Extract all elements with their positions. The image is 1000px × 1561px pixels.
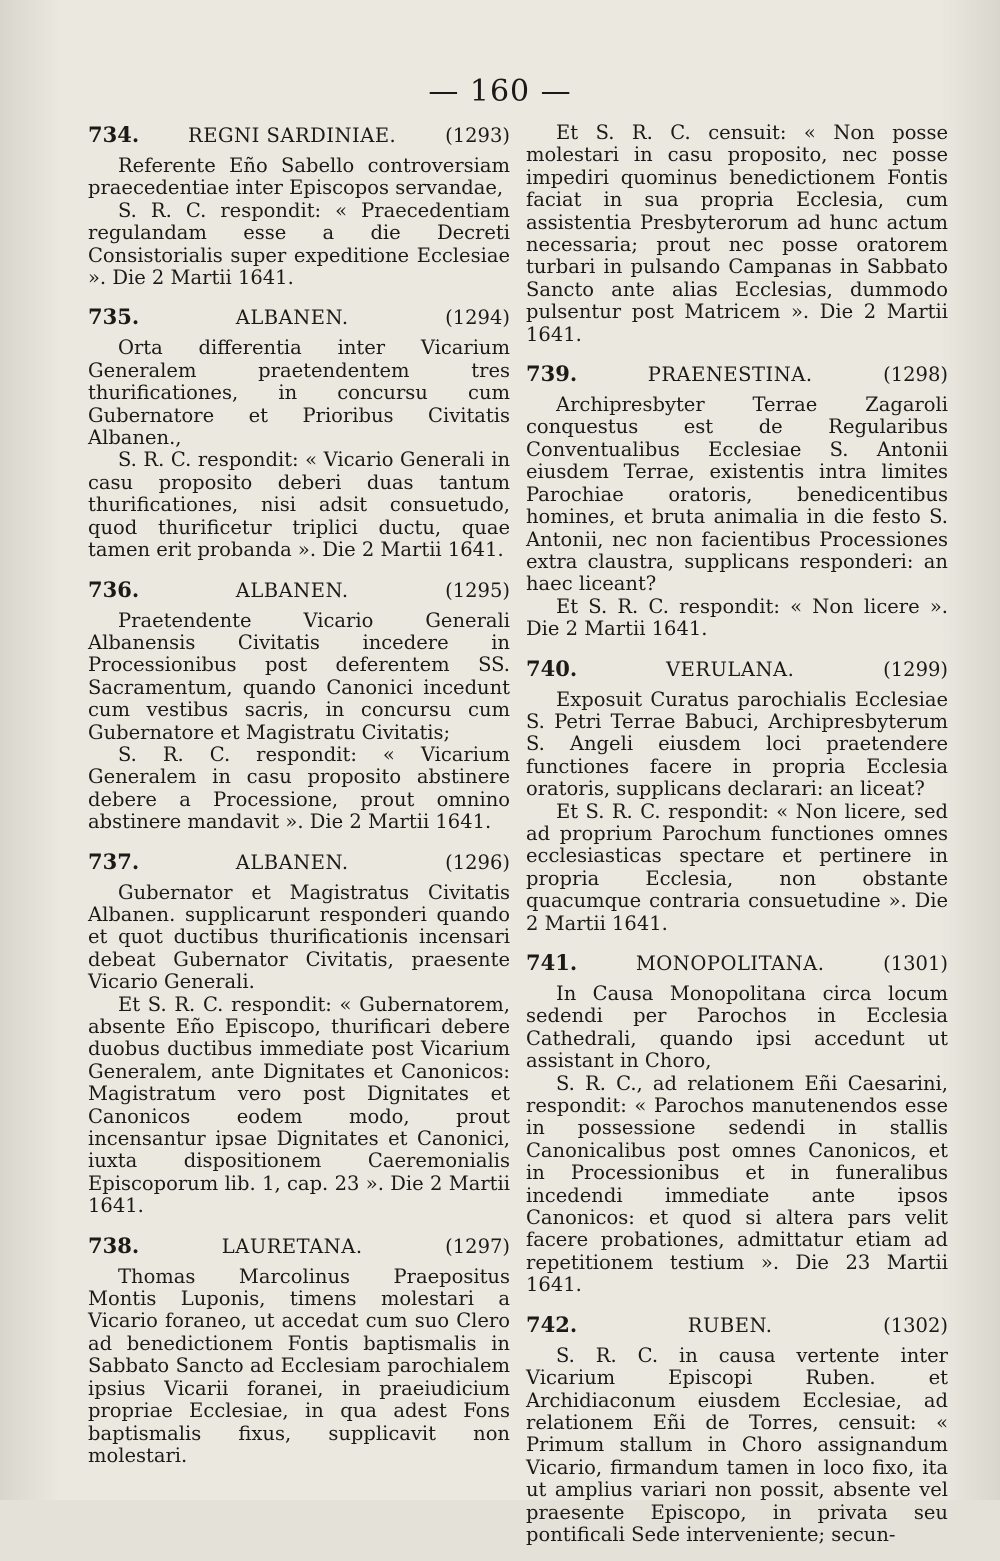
entry-title: LAURETANA. [221,1234,363,1258]
entry-heading [88,1233,510,1260]
entry-number: 736. [88,576,140,602]
entry-title: VERULANA. [666,657,795,681]
decree-entry-737 [88,849,510,1218]
decree-entry-742 [526,1312,948,1547]
entry-number: 741. [526,950,578,975]
entry-paragraph: Exposuit Curatus parochialis Ecclesiae S. Petri Terrae Babuci, Archipresbyterum S. Angeli eiusdem loci praetendere functiones facere in propria Ecclesia oratoris, supplicans declarari: an liceat? [526,687,948,801]
entry-heading [526,1312,948,1339]
entry-reference: (1302) [883,1313,948,1337]
entry-title: REGNI SARDINIAE. [188,124,397,147]
right-column [526,122,948,1561]
entry-paragraph: In Causa Monopolitana circa locum sedendi per Parochos in Ecclesia Cathedrali, quando ipsi accedunt ut assistant in Choro, [526,982,948,1073]
decree-entry-739 [526,361,948,640]
entry-heading [88,577,510,604]
entry-reference: (1295) [445,578,510,602]
entry-number: 742. [526,1311,578,1337]
left-column [88,122,510,1482]
entry-heading [88,849,510,876]
entry-number: 738. [88,1232,140,1258]
entry-title: ALBANEN. [235,850,349,874]
entry-number: 737. [88,848,140,874]
decree-entry-738 [88,1233,510,1468]
entry-paragraph: S. R. C. in causa vertente inter Vicarium Episcopi Ruben. et Archidiaconum eiusdem Ecclesiae, ad relationem Eñi de Torres, censuit: « Primum stallum in Choro assignandum Vicario, firmandum tamen in loco fixo, ita ut amplius variari non possit, absente vel praesente Episcopo, in privata seu pontificali Sede interveniente; secun- [526,1343,948,1546]
entry-number: 735. [88,304,140,330]
entry-paragraph: S. R. C. respondit: « Praecedentiam regulandam esse a die Decreti Consistorialis super expeditione Ecclesiae ». Die 2 Martii 1641. [88,198,510,290]
entry-paragraph: Et S. R. C. respondit: « Non licere, sed ad proprium Parochum functiones omnes ecclesiasticas spectare et pertinere in propria Ecclesia, non obstante quacumque contraria consuetudine ». Die 2 Martii 1641. [526,799,948,935]
decree-entry-740 [526,656,948,935]
entry-paragraph: Archipresbyter Terrae Zagaroli conquestus est de Regularibus Conventualibus Ecclesiae S. Antonii eiusdem Terrae, existentis intra limites Parochiae oratoris, benedicentibus homines, et bruta animalia in die festo S. Antonii, nec non facientibus Processiones extra claustra, supplicans responderi: an haec liceant? [526,393,948,596]
entry-heading [526,656,948,683]
entry-reference: (1301) [883,952,948,975]
entry-paragraph: S. R. C. respondit: « Vicarium Generalem in casu proposito abstinere debere a Processione, prout omnino abstinere mandavit ». Die 2 Martii 1641. [88,742,510,834]
entry-paragraph: Thomas Marcolinus Praepositus Montis Luponis, timens molestari a Vicario foraneo, ut accedat cum suo Clero ad benedictionem Fontis baptismalis in Sabbato Sancto ad Ecclesiam parochialem ipsius Vicarii foranei, in praeiudicium propriae Ecclesiae, in qua adest Fons baptismalis fixus, supplicavit non molestari. [88,1264,510,1467]
entry-paragraph: Referente Eño Sabello controversiam praecedentiae inter Episcopos servandae, [88,154,510,200]
entry-number: 739. [526,361,578,387]
entry-paragraph: Praetendente Vicario Generali Albanensis Civitatis incedere in Processionibus post deferentem SS. Sacramentum, quando Canonici incedunt cum vestibus sacris, in concursu cum Gubernatore et Magistratu Civitatis; [88,608,510,744]
entry-reference: (1294) [445,306,510,330]
entry-paragraph: S. R. C. respondit: « Vicario Generali in casu proposito deberi duas tantum thurificationes, nisi adsit consuetudo, quod thurificetur triplici ductu, quae tamen erit probanda ». Die 2 Martii 1641. [88,448,510,562]
decree-entry-734 [88,122,510,289]
entry-title: ALBANEN. [235,578,349,602]
page-number: — 160 — [428,74,572,109]
entry-title: RUBEN. [687,1313,773,1337]
entry-title: ALBANEN. [235,306,349,330]
entry-heading [526,361,948,388]
entry-reference: (1298) [883,363,948,387]
entry-reference: (1293) [445,124,510,147]
entry-number: 740. [526,655,578,681]
entry-reference: (1299) [883,657,948,681]
entry-paragraph: S. R. C., ad relationem Eñi Caesarini, respondit: « Parochos manutenendos esse in possessione sedendi in stallis Canonicalibus post omnes Canonicos, et in Processionibus et in funeralibus incedendi immediate ante ipsos Canonicos: et quod si altera pars velit facere probationes, admittatur etiam ad repetitionem testium ». Die 23 Martii 1641. [526,1071,948,1297]
entry-heading [88,122,510,149]
entry-paragraph: Et S. R. C. respondit: « Non licere ». Die 2 Martii 1641. [526,594,948,641]
entry-heading [526,950,948,977]
entry-paragraph: Et S. R. C. respondit: « Gubernatorem, absente Eño Episcopo, thurificari debere duobus ductibus immediate post Vicarium Generalem, ante Dignitates et Canonicos: Magistratum vero post Dignitates et Canonicos eodem modo, prout incensantur ipsae Dignitates et Canonici, iuxta dispositionem Caeremonialis Episcoporum lib. 1, cap. 23 ». Die 2 Martii 1641. [88,992,510,1218]
entry-number: 734. [88,122,140,147]
decree-entry-738-continued [526,122,948,346]
decree-entry-735 [88,304,510,561]
entry-paragraph: Gubernator et Magistratus Civitatis Albanen. supplicarunt responderi quando et quot ductibus thurificationis incensari debeat Gubernator Civitatis, praesente Vicario Generali. [88,880,510,994]
decree-entry-736 [88,577,510,834]
entry-reference: (1297) [445,1234,510,1258]
entry-title: MONOPOLITANA. [635,952,825,975]
entry-reference: (1296) [445,850,510,874]
entry-paragraph: Et S. R. C. censuit: « Non posse molestari in casu proposito, nec posse impediri quominus benedictionem Fontis faciat in sua propria Ecclesia, cum assistentia Presbyterorum ad hunc actum necessaria; prout nec posse oratorem turbari in pulsando Campanas in Sabbato Sancto ante alias Ecclesias, dummodo pulsentur post Matricem ». Die 2 Martii 1641. [526,121,948,346]
decree-entry-741 [526,950,948,1297]
entry-heading [88,304,510,331]
entry-title: PRAENESTINA. [647,363,813,387]
entry-paragraph: Orta differentia inter Vicarium Generalem praetendentem tres thurificationes, in concursu cum Gubernatore et Prioribus Civitatis Albanen., [88,336,510,450]
